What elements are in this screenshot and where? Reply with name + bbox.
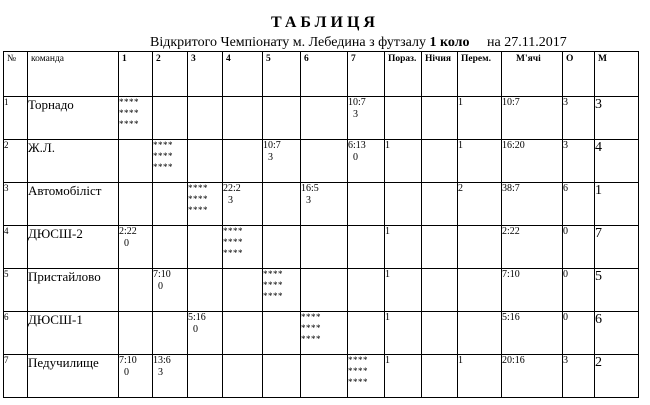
- self-match-cell: **** **** ****: [153, 140, 188, 183]
- match-result-cell: [188, 312, 223, 355]
- match-result-cell: [119, 269, 153, 312]
- place-cell: 1: [595, 183, 639, 226]
- match-result-cell: [188, 355, 223, 398]
- place-cell: 3: [595, 97, 639, 140]
- row-number: 6: [4, 312, 28, 355]
- match-result-cell: [348, 183, 385, 226]
- row-number: 5: [4, 269, 28, 312]
- team-name: Пристайлово: [28, 269, 119, 312]
- draws-cell: [422, 355, 458, 398]
- points-cell: 0: [563, 226, 595, 269]
- col-header-points: О: [563, 52, 595, 97]
- place-cell: 4: [595, 140, 639, 183]
- table-row: [4, 183, 639, 226]
- match-result-cell: [223, 312, 263, 355]
- self-match-cell: **** **** ****: [263, 269, 301, 312]
- goals-cell: 16:20: [502, 140, 563, 183]
- row-number: 7: [4, 355, 28, 398]
- match-result-cell: [223, 183, 263, 226]
- points-cell: 0: [563, 312, 595, 355]
- match-result-cell: [263, 355, 301, 398]
- match-score: 6:13 0: [348, 140, 366, 163]
- page-subtitle: [150, 35, 567, 51]
- goals-cell: 10:7: [502, 97, 563, 140]
- match-result-cell: [301, 97, 348, 140]
- match-result-cell: [119, 355, 153, 398]
- goals-cell: 7:10: [502, 269, 563, 312]
- row-number: 4: [4, 226, 28, 269]
- match-result-cell: [119, 226, 153, 269]
- match-result-cell: [348, 97, 385, 140]
- match-result-cell: [348, 269, 385, 312]
- match-result-cell: [119, 312, 153, 355]
- points-cell: 6: [563, 183, 595, 226]
- losses-cell: 1: [385, 226, 422, 269]
- match-result-cell: [223, 140, 263, 183]
- match-result-cell: [153, 269, 188, 312]
- match-result-cell: [263, 183, 301, 226]
- draws-cell: [422, 269, 458, 312]
- team-name: Ж.Л.: [28, 140, 119, 183]
- wins-cell: 1: [458, 97, 502, 140]
- subtitle-round: 1 коло: [429, 35, 470, 50]
- match-result-cell: [153, 183, 188, 226]
- match-score: 16:5 3: [301, 183, 319, 206]
- match-result-cell: [301, 140, 348, 183]
- goals-cell: 20:16: [502, 355, 563, 398]
- match-result-cell: [301, 269, 348, 312]
- table-row: [4, 97, 639, 140]
- place-cell: 7: [595, 226, 639, 269]
- wins-cell: 2: [458, 183, 502, 226]
- self-match-cell: **** **** ****: [348, 355, 385, 398]
- match-result-cell: [223, 97, 263, 140]
- team-name: ДЮСШ-1: [28, 312, 119, 355]
- team-name: ДЮСШ-2: [28, 226, 119, 269]
- subtitle-prefix: Відкритого Чемпіонату м. Лебедина з футзалу: [150, 35, 430, 50]
- goals-cell: 5:16: [502, 312, 563, 355]
- losses-cell: [385, 183, 422, 226]
- match-result-cell: [188, 97, 223, 140]
- col-header-5: 5: [263, 52, 301, 97]
- match-result-cell: [263, 140, 301, 183]
- match-score: 5:16 0: [188, 312, 206, 335]
- points-cell: 3: [563, 140, 595, 183]
- col-header-wins: Перем.: [458, 52, 502, 97]
- table-row: [4, 269, 639, 312]
- match-result-cell: [188, 140, 223, 183]
- col-header-draws: Нічия: [422, 52, 458, 97]
- points-cell: 0: [563, 269, 595, 312]
- wins-cell: 1: [458, 355, 502, 398]
- goals-cell: 2:22: [502, 226, 563, 269]
- row-number: 1: [4, 97, 28, 140]
- match-score: 2:22 0: [119, 226, 137, 249]
- col-header-losses: Пораз.: [385, 52, 422, 97]
- col-header-4: 4: [223, 52, 263, 97]
- match-result-cell: [263, 312, 301, 355]
- match-result-cell: [263, 97, 301, 140]
- self-match-cell: **** **** ****: [301, 312, 348, 355]
- match-score: 10:7 3: [348, 97, 366, 120]
- col-header-place: М: [595, 52, 639, 97]
- wins-cell: 1: [458, 140, 502, 183]
- points-cell: 3: [563, 97, 595, 140]
- page-title: ТАБЛИЦЯ: [271, 14, 379, 31]
- row-number: 3: [4, 183, 28, 226]
- match-result-cell: [119, 140, 153, 183]
- match-result-cell: [223, 269, 263, 312]
- draws-cell: [422, 183, 458, 226]
- team-name: Педучилище: [28, 355, 119, 398]
- losses-cell: 1: [385, 312, 422, 355]
- match-result-cell: [223, 355, 263, 398]
- draws-cell: [422, 140, 458, 183]
- match-score: 10:7 3: [263, 140, 281, 163]
- table-row: [4, 355, 639, 398]
- place-cell: 2: [595, 355, 639, 398]
- col-header-2: 2: [153, 52, 188, 97]
- losses-cell: 1: [385, 269, 422, 312]
- table-row: [4, 226, 639, 269]
- goals-cell: 38:7: [502, 183, 563, 226]
- match-result-cell: [188, 269, 223, 312]
- draws-cell: [422, 97, 458, 140]
- wins-cell: [458, 312, 502, 355]
- col-header-7: 7: [348, 52, 385, 97]
- place-cell: 5: [595, 269, 639, 312]
- col-header-goals: М'ячі: [502, 52, 563, 97]
- match-result-cell: [153, 97, 188, 140]
- self-match-cell: **** **** ****: [188, 183, 223, 226]
- match-result-cell: [153, 355, 188, 398]
- self-match-cell: **** **** ****: [119, 97, 153, 140]
- losses-cell: 1: [385, 140, 422, 183]
- place-cell: 6: [595, 312, 639, 355]
- col-header-6: 6: [301, 52, 348, 97]
- match-result-cell: [153, 312, 188, 355]
- standings-table: [3, 51, 639, 398]
- team-name: Торнадо: [28, 97, 119, 140]
- match-result-cell: [301, 355, 348, 398]
- wins-cell: [458, 226, 502, 269]
- match-score: 7:10 0: [119, 355, 137, 378]
- match-score: 7:10 0: [153, 269, 171, 292]
- header-row: [4, 52, 639, 97]
- match-score: 13:6 3: [153, 355, 171, 378]
- match-result-cell: [348, 140, 385, 183]
- match-result-cell: [153, 226, 188, 269]
- losses-cell: 1: [385, 355, 422, 398]
- subtitle-date: на 27.11.2017: [487, 35, 567, 50]
- match-result-cell: [188, 226, 223, 269]
- self-match-cell: **** **** ****: [223, 226, 263, 269]
- match-result-cell: [301, 226, 348, 269]
- table-row: [4, 312, 639, 355]
- match-result-cell: [348, 226, 385, 269]
- match-result-cell: [263, 226, 301, 269]
- match-result-cell: [348, 312, 385, 355]
- row-number: 2: [4, 140, 28, 183]
- table-row: [4, 140, 639, 183]
- match-result-cell: [119, 183, 153, 226]
- col-header-3: 3: [188, 52, 223, 97]
- losses-cell: [385, 97, 422, 140]
- col-header-1: 1: [119, 52, 153, 97]
- points-cell: 3: [563, 355, 595, 398]
- col-header-team: команда: [28, 52, 119, 97]
- draws-cell: [422, 226, 458, 269]
- draws-cell: [422, 312, 458, 355]
- wins-cell: [458, 269, 502, 312]
- match-score: 22:2 3: [223, 183, 241, 206]
- match-result-cell: [301, 183, 348, 226]
- col-header-number: №: [4, 52, 28, 97]
- team-name: Автомобіліст: [28, 183, 119, 226]
